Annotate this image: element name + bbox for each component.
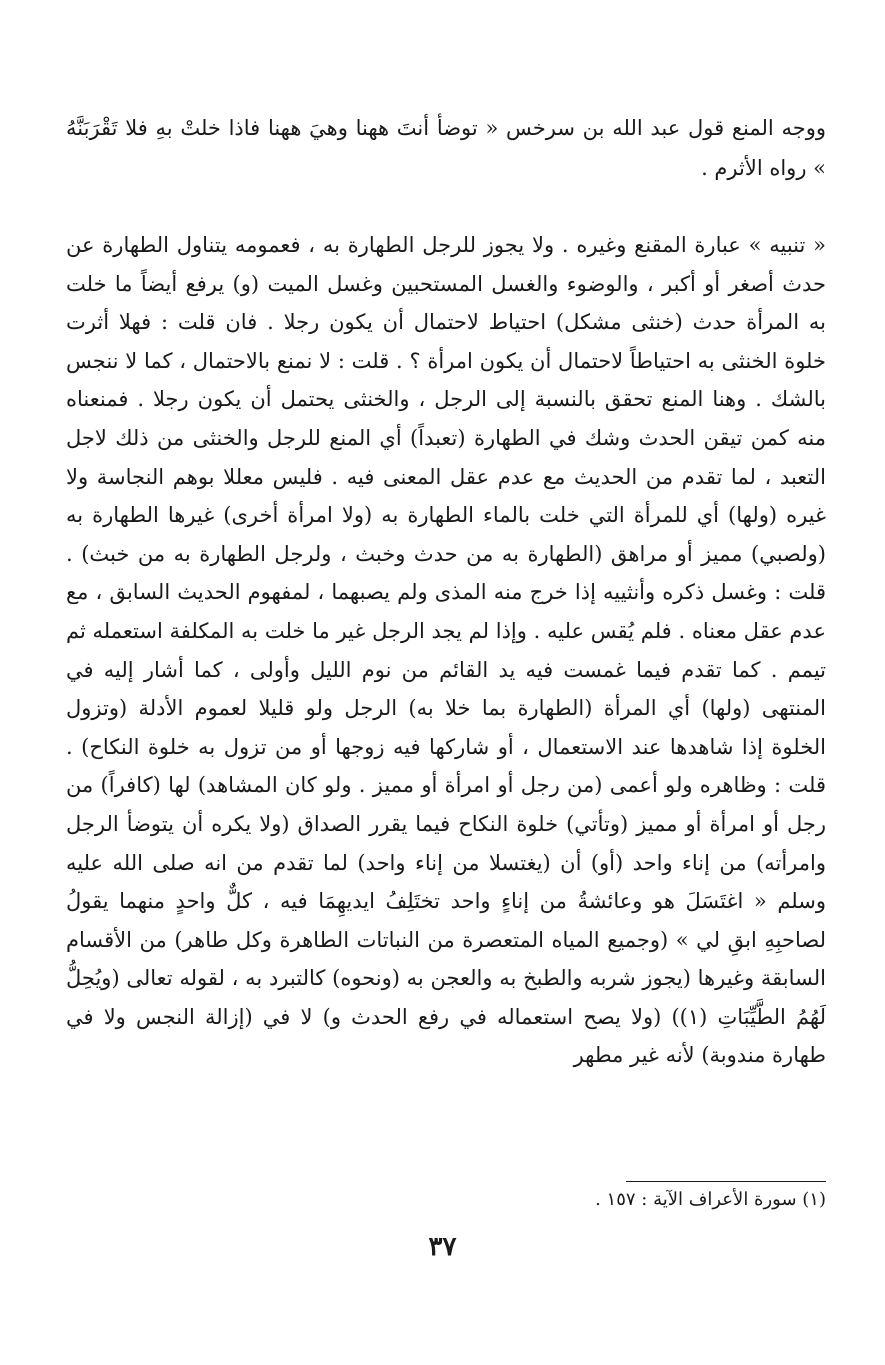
note-paragraph: [66, 226, 826, 1075]
footnote: (١) سورة الأعراف الآية : ١٥٧ .: [595, 1189, 826, 1210]
paragraph-text: « تنبيه » عبارة المقنع وغيره . ولا يجوز للرجل الطهارة به ، فعمومه يتناول الطهارة عن حدث أصغر أو أكبر ، والوضوء والغسل المستحبين وغسل الميت (و) يرفع أيضاً ما خلت به المرأة حدث (خنثى مشكل) احتياط لاحتمال أن يكون رجلا . فان قلت : فهلا أثرت خلوة الخنثى به احتياطاً لاحتمال أن يكون امرأة ؟ . قلت : لا نمنع بالاحتمال ، كما لا ننجس بالشك . وهنا المنع تحقق بالنسبة إلى الرجل ، والخنثى يحتمل أن يكون رجلا . فمنعناه منه كمن تيقن الحدث وشك في الطهارة (تعبداً) أي المنع للرجل والخنثى من ذلك لاجل التعبد ، لما تقدم من الحديث مع عدم عقل المعنى فيه . فليس معللا بوهم النجاسة ولا غيره (ولها) أي للمرأة التي خلت بالماء الطهارة به (ولا امرأة أخرى) غيرها الطهارة به (ولصبي) مميز أو مراهق (الطهارة به من حدث وخبث ، ولرجل الطهارة به من خبث) . قلت : وغسل ذكره وأنثييه إذا خرج منه المذى ولم يصبهما ، لمفهوم الحديث السابق ، مع عدم عقل معناه . فلم يُقس عليه . وإذا لم يجد الرجل غير ما خلت به المكلفة استعمله ثم تيمم . كما تقدم فيما غمست فيه يد القائم من نوم الليل وأولى ، كما أشار إليه في المنتهى (ولها) أي المرأة (الطهارة بما خلا به) الرجل ولو قليلا لعموم الأدلة (وتزول الخلوة إذا شاهدها عند الاستعمال ، أو شاركها فيه زوجها أو من تزول به خلوة النكاح) . قلت : وظاهره ولو أعمى (من رجل أو امرأة أو مميز . ولو كان المشاهد) لها (كافراً) من رجل أو امرأة أو مميز (وتأتي) خلوة النكاح فيما يقرر الصداق (ولا يكره أن يتوضأ الرجل وامرأته) من إناء واحد (أو) أن (يغتسلا من إناء واحد) لما تقدم من انه صلى الله عليه وسلم « اغتَسَلَ هو وعائشةُ من إناءٍ واحد تختَلِفُ ايديهِمَا فيه ، كلٌّ واحدٍ منهما يقولُ لصاحبِهِ ابقِ لي » (وجميع المياه المتعصرة من النباتات الطاهرة وكل طاهر) من الأقسام السابقة وغيرها (يجوز شربه والطبخ به والعجن به (ونحوه) كالتبرد به ، لقوله تعالى (ويُحِلُّ لَهُمُ الطَّيِّبَاتِ (١)) (ولا يصح استعماله في رفع الحدث و) لا في (إزالة النجس ولا في طهارة مندوبة) لأنه غير مطهر: [66, 233, 826, 1068]
paragraph-text: ووجه المنع قول عبد الله بن سرخس « توضأ أنتَ ههنا وهيَ ههنا فاذا خلتْ بهِ فلا تَقْرَبَنَّهُ » رواه الأثرم .: [66, 116, 826, 180]
page-body: [66, 108, 826, 1075]
opening-paragraph: [66, 108, 826, 188]
footnote-separator: [626, 1181, 826, 1182]
page-number: ٣٧: [428, 1232, 457, 1262]
